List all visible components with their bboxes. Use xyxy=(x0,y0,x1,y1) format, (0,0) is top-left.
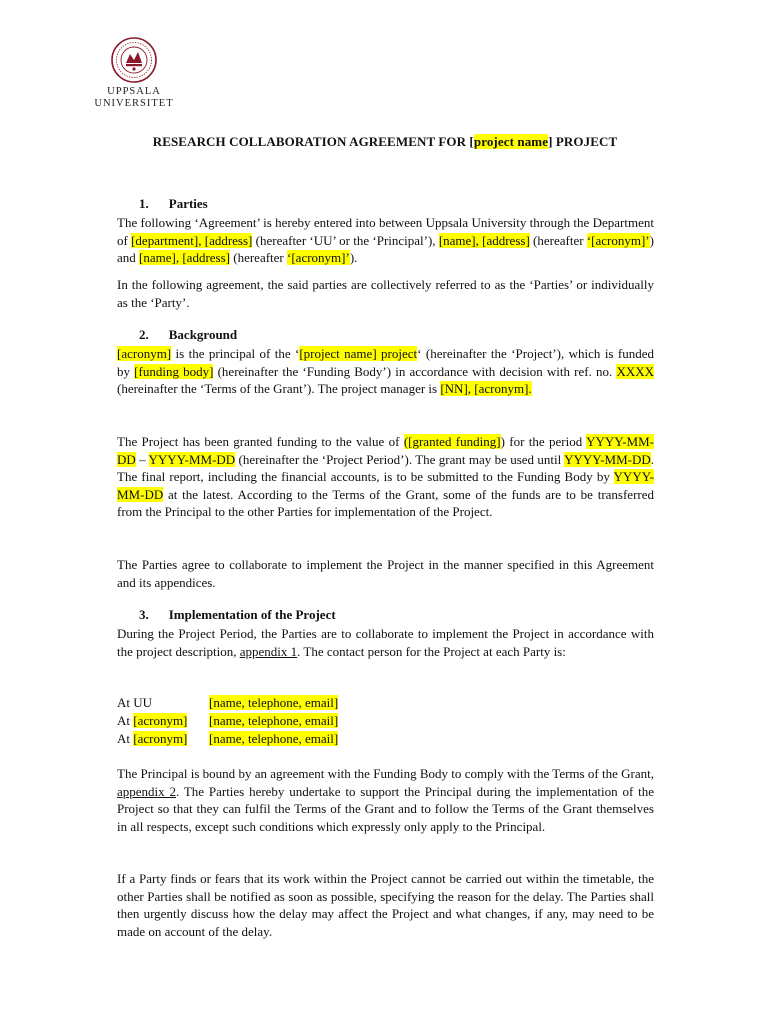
contact-placeholder: [name, telephone, email] xyxy=(209,713,339,728)
text-run: ). xyxy=(349,250,358,265)
text-run: (hereafter xyxy=(230,250,288,265)
background-paragraph-1 xyxy=(117,345,654,398)
section-number: 3. xyxy=(139,607,149,622)
text-run: If a Party finds or fears that its work within the Project cannot be carried out within the timetable, the other Parties shall be notified as soon as possible, specifying the reason for the delay. The Parties shall then urgently discuss how the delay may affect the Project and what changes, if any, may need to be made on account of the delay. xyxy=(117,871,654,939)
placeholder: [NN], [acronym]. xyxy=(440,381,532,396)
placeholder: [acronym] xyxy=(133,731,188,746)
placeholder: [name], [address] xyxy=(438,232,530,248)
text-run: . The final report, including the financial accounts, is to be submitted to the Funding Body by xyxy=(117,451,654,484)
section-number: 2. xyxy=(139,327,149,342)
placeholder: ‘[acronym]’ xyxy=(287,250,350,265)
text-run: (hereafter xyxy=(529,232,587,248)
placeholder: ‘[acronym]’ xyxy=(586,232,650,248)
text-run: ‘ (hereinafter the ‘Project’), which is funded by xyxy=(117,346,654,379)
text-run: . The contact person for the Project at each Party is: xyxy=(297,643,566,659)
placeholder: [acronym] xyxy=(133,713,188,728)
parties-paragraph-2 xyxy=(117,276,654,311)
uppsala-seal-icon xyxy=(110,36,158,84)
placeholder: [acronym] xyxy=(117,346,172,361)
title-text-start: RESEARCH COLLABORATION AGREEMENT FOR [ xyxy=(152,134,474,149)
section-parties xyxy=(117,195,654,213)
university-logo xyxy=(94,36,174,110)
section-title: Background xyxy=(168,327,238,342)
text-run: (hereafter ‘UU’ or the ‘Principal’), xyxy=(252,232,439,248)
placeholder: [funding body] xyxy=(134,363,214,379)
appendix-reference: appendix 2 xyxy=(117,783,176,799)
placeholder: YYYY-MM-DD xyxy=(148,451,236,467)
contact-placeholder: [name, telephone, email] xyxy=(209,695,339,710)
implementation-paragraph-3 xyxy=(117,870,654,940)
parties-paragraph-1 xyxy=(117,214,654,267)
text-run: ) for the period xyxy=(500,434,587,449)
background-paragraph-3 xyxy=(117,556,654,591)
text-run: ) and xyxy=(117,232,654,265)
background-paragraph-2 xyxy=(117,433,654,521)
text-run: At xyxy=(117,731,134,746)
section-title: Parties xyxy=(168,196,208,211)
appendix-reference: appendix 1 xyxy=(239,643,298,659)
contact-row xyxy=(117,694,654,712)
contact-list xyxy=(117,694,654,748)
title-placeholder: project name xyxy=(473,134,549,149)
placeholder: YYYY-MM-DD xyxy=(117,434,654,467)
placeholder: [name], [address] xyxy=(139,250,230,265)
text-run: (hereinafter the ‘Funding Body’) in accordance with decision with ref. no. xyxy=(213,363,617,379)
contact-placeholder: [name, telephone, email] xyxy=(209,731,339,746)
document-title xyxy=(0,134,770,150)
placeholder: [project name] project xyxy=(299,346,418,361)
text-run: – xyxy=(135,451,149,467)
text-run: (hereinafter the ‘Project Period’). The grant may be used until xyxy=(235,451,565,467)
logo-text-line2: UNIVERSITET xyxy=(94,98,174,109)
placeholder: [department], [address] xyxy=(131,232,253,248)
text-run: (hereinafter the ‘Terms of the Grant’). The project manager is xyxy=(117,381,441,396)
text-run: The following ‘Agreement’ is hereby entered into between Uppsala University through the Department of xyxy=(117,215,654,248)
text-run: In the following agreement, the said parties are collectively referred to as the ‘Parties’ or individually as the ‘Party’. xyxy=(117,277,654,310)
contact-row xyxy=(117,712,654,730)
text-run: is the principal of the ‘ xyxy=(171,346,300,361)
text-run: The Principal is bound by an agreement with the Funding Body to comply with the Terms of the Grant, xyxy=(117,766,654,781)
placeholder: YYYY-MM-DD xyxy=(564,451,651,467)
section-title: Implementation of the Project xyxy=(168,607,336,622)
placeholder: ([granted funding] xyxy=(403,434,501,449)
logo-text-line1: UPPSALA xyxy=(107,86,161,97)
section-background xyxy=(117,326,654,344)
section-implementation xyxy=(117,606,654,624)
text-run: At UU xyxy=(117,695,153,710)
implementation-paragraph-1 xyxy=(117,625,654,660)
section-heading xyxy=(139,606,654,624)
placeholder: YYYY-MM-DD xyxy=(117,469,654,502)
section-heading xyxy=(139,195,654,213)
implementation-paragraph-2 xyxy=(117,765,654,835)
text-run: At xyxy=(117,713,134,728)
text-run: at the latest. According to the Terms of the Grant, some of the funds are to be transferred from the Principal to the other Parties for implementation of the Project. xyxy=(117,486,654,519)
text-run: The Parties agree to collaborate to implement the Project in the manner specified in this Agreement and its appendices. xyxy=(117,557,654,590)
contact-row xyxy=(117,730,654,748)
text-run: . The Parties hereby undertake to support the Principal during the implementation of the Project so that they can fulfil the Terms of the Grant and to follow the Terms of the Grant themselves in all respects, except such conditions which expressly only apply to the Principal. xyxy=(117,783,654,834)
title-text-end: ] PROJECT xyxy=(548,134,618,149)
section-heading xyxy=(139,326,654,344)
placeholder: XXXX xyxy=(616,363,654,379)
text-run: The Project has been granted funding to the value of xyxy=(117,434,404,449)
text-run: During the Project Period, the Parties are to collaborate to implement the Project in accordance with the project description, xyxy=(117,626,654,659)
section-number: 1. xyxy=(139,196,149,211)
